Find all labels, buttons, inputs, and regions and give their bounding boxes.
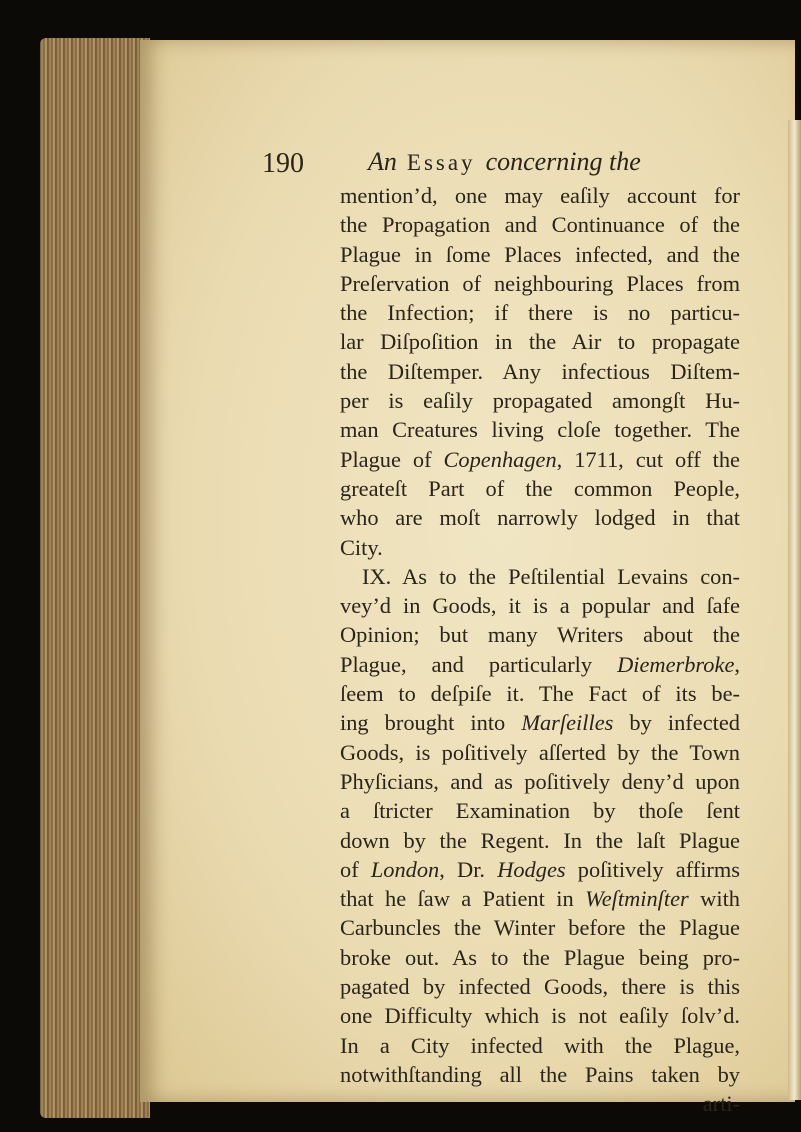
text-line: of London, Dr. Hodges poſitively affirms [340, 856, 741, 882]
text-line: Carbuncles the Winter before the Plague [340, 915, 740, 941]
text-line: City. [340, 534, 383, 560]
text-line: Goods, is poſitively aſſerted by the Town [340, 739, 740, 765]
text-line: ing brought into Marſeilles by infected [340, 710, 740, 736]
text-line: the Infection; if there is no particu- [340, 300, 740, 326]
body-text [340, 181, 740, 1119]
text-line: Plague in ſome Places infected, and the [340, 241, 740, 267]
text-line: broke out. As to the Plague being pro- [340, 944, 740, 970]
text-line: vey’d in Goods, it is a popular and ſafe [340, 593, 740, 619]
text-line: mention’d, one may eaſily account for [340, 183, 740, 208]
text-line: greateſt Part of the common People, [340, 475, 740, 501]
running-head-rest: concerning the [485, 147, 641, 176]
text-line: pagated by infected Goods, there is this [340, 974, 740, 1000]
right-page-edge [788, 120, 801, 1100]
running-head-word: Essay [406, 150, 476, 175]
text-line: a ſtricter Examination by thoſe ſent [340, 798, 740, 824]
text-line: Plague of Copenhagen, 1711, cut off the [340, 446, 740, 472]
text-line: the Diſtemper. Any infectious Diſtem- [340, 358, 740, 384]
book-page-edges [40, 38, 150, 1118]
text-line: man Creatures living cloſe together. The [340, 417, 740, 443]
text-line: In a City infected with the Plague, [340, 1032, 740, 1058]
text-line: Preſervation of neighbouring Places from [340, 270, 740, 296]
text-line: per is eaſily propagated amongſt Hu- [340, 388, 740, 414]
text-line: down by the Regent. In the laſt Plague [340, 827, 740, 853]
catchword: arti- [702, 1091, 740, 1117]
text-line: ſeem to deſpiſe it. The Fact of its be- [340, 681, 740, 707]
page-number: 190 [262, 148, 304, 179]
text-line: notwithſtanding all the Pains taken by [340, 1061, 740, 1087]
text-line: who are moſt narrowly lodged in that [340, 505, 740, 531]
running-head [368, 147, 641, 177]
text-line: lar Diſpoſition in the Air to propagate [340, 329, 740, 355]
text-line: that he ſaw a Patient in Weſtminſter with [340, 886, 740, 912]
text-line: the Propagation and Continuance of the [340, 212, 740, 238]
text-line: Opinion; but many Writers about the [340, 622, 740, 648]
text-line: Plague, and particularly Diemerbroke, [340, 651, 740, 677]
text-line: Phyſicians, and as poſitively deny’d upon [340, 768, 740, 794]
text-line: one Difficulty which is not eaſily ſolv’d. [340, 1003, 740, 1029]
text-line: IX. As to the Peſtilential Levains con- [362, 563, 740, 589]
running-head-article: An [368, 147, 397, 176]
